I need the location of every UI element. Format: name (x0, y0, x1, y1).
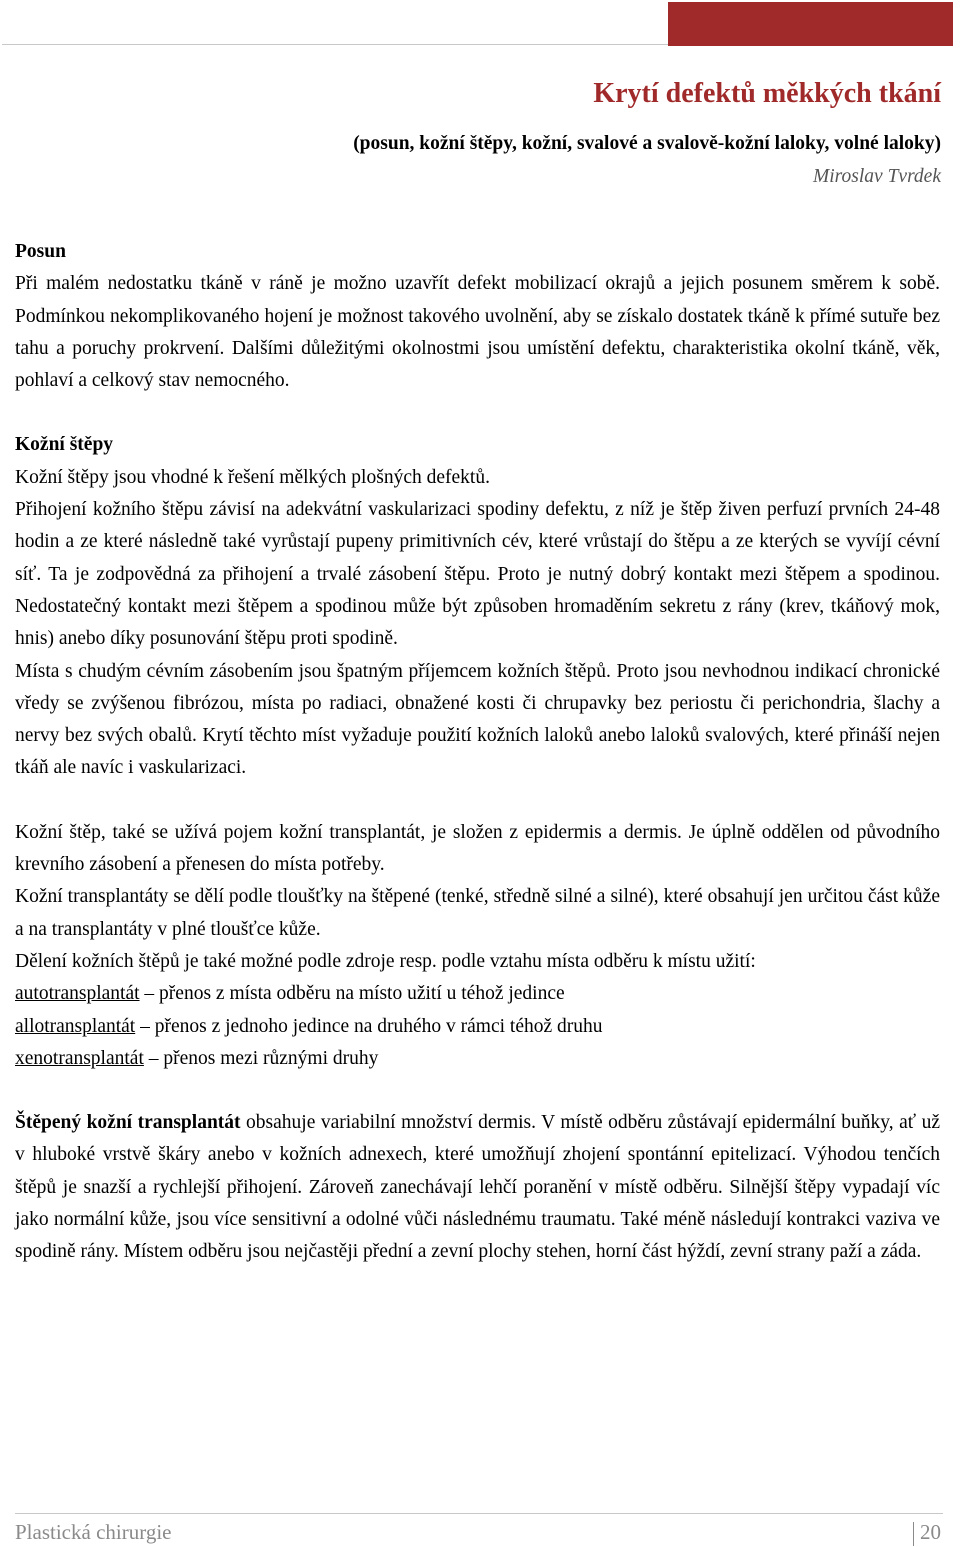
section-heading-posun: Posun (15, 241, 66, 262)
document-body (15, 236, 940, 1269)
paragraph-stepeny-transplantat (15, 1107, 940, 1268)
term-name: xenotransplantát (15, 1047, 144, 1069)
document-author: Miroslav Tvrdek (813, 166, 941, 187)
term-item (15, 1011, 940, 1043)
paragraph-transplantat-definice: Kožní štěp, také se užívá pojem kožní transplantát, je složen z epidermis a dermis. Je úplně oddělen od původního krevního zásobení a přenesen do místa potřeby. (15, 821, 940, 876)
document-subtitle: (posun, kožní štěpy, kožní, svalové a svalově-kožní laloky, volné laloky) (353, 133, 941, 154)
paragraph-transplantat-zdroj: Dělení kožních štěpů je také možné podle zdroje resp. podle vztahu místa odběru k místu užití: (15, 950, 756, 972)
term-description: – přenos z místa odběru na místo užití u téhož jedince (139, 983, 565, 1005)
paragraph-stepy-intro: Kožní štěpy jsou vhodné k řešení mělkých plošných defektů. (15, 466, 490, 488)
term-item (15, 1043, 940, 1075)
paragraph-text: obsahuje variabilní množství dermis. V místě odběru zůstávají epidermální buňky, ať už v hluboké vrstvě škáry anebo v kožních adnexech, které umožňují zhojení spontánní epitelizací. Výhodou tenčích štěpů je snazší a rychlejší přihojení. Zároveň zanechávají lehčí poranění v místě odběru. Silnější štěpy vypadají víc jako normální kůže, jsou více sensitivní a odolné vůči následnému traumatu. Také méně následují kontrakci vaziva ve spodině rány. Místem odběru jsou nejčastěji přední a zevní plochy stehen, horní část hýždí, zevní strany paží a záda. (15, 1112, 940, 1263)
footer-rule (15, 1513, 943, 1514)
page-number: 20 (920, 1520, 941, 1544)
term-description: – přenos mezi různými druhy (143, 1047, 379, 1069)
term-description: – přenos z jednoho jedince na druhého v rámci téhož druhu (135, 1015, 603, 1037)
header-accent-bar (668, 2, 953, 46)
footer-book-title: Plastická chirurgie (15, 1520, 172, 1544)
footer-page-number (913, 1518, 941, 1546)
document-title: Krytí defektů měkkých tkání (593, 78, 941, 109)
paragraph-posun: Při malém nedostatku tkáně v ráně je možno uzavřít defekt mobilizací okrajů a jejich posunem směrem k sobě. Podmínkou nekomplikovaného hojení je možnost takového uvolnění, aby se získalo dostatek tkáně k přímé sutuře bez tahu a poruchy prokrvení. Dalšími důležitými okolnostmi jsou umístění defektu, charakteristika okolní tkáně, věk, pohlaví a celkový stav nemocného. (15, 273, 940, 392)
term-item (15, 978, 940, 1010)
section-heading-kozni-stepy: Kožní štěpy (15, 434, 114, 456)
bold-lead-term: Štěpený kožní transplantát (15, 1112, 241, 1134)
paragraph-stepy-prihojeni: Přihojení kožního štěpu závisí na adekvátní vaskularizaci spodiny defektu, z níž je štěp živen perfuzí prvních 24-48 hodin a ze které následně také vyrůstají pupeny primitivních cév, které vrůstají do štěpu a ze kterých se vyvíjí cévní síť. Ta je zodpovědná za přihojení a trvalé zásobení štěpu. Proto je nutný dobrý kontakt mezi štěpem a spodinou. Nedostatečný kontakt mezi štěpem a spodinou může být způsoben hromaděním sekretu z rány (krev, tkáňový mok, hnis) anebo díky posunování štěpu proti spodině. (15, 499, 940, 650)
paragraph-stepy-mista: Místa s chudým cévním zásobením jsou špatným příjemcem kožních štěpů. Proto jsou nevhodnou indikací chronické vředy se zvýšenou fibrózou, místa po radiaci, obnažené kosti či chrupavky bez periostu či perichondria, šlachy a nervy bez svých obalů. Krytí těchto míst vyžaduje použití kožních laloků anebo laloků svalových, které přináší nejen tkáň ale navíc i vaskularizaci. (15, 660, 940, 779)
paragraph-transplantat-deleni: Kožní transplantáty se dělí podle tloušťky na štěpené (tenké, středně silné a silné), které obsahují jen určitou část kůže a na transplantáty v plné tloušťce kůže. (15, 886, 940, 940)
term-name: allotransplantát (15, 1015, 136, 1037)
header-rule (2, 44, 668, 45)
term-name: autotransplantát (15, 983, 140, 1005)
footer-separator (913, 1522, 914, 1546)
